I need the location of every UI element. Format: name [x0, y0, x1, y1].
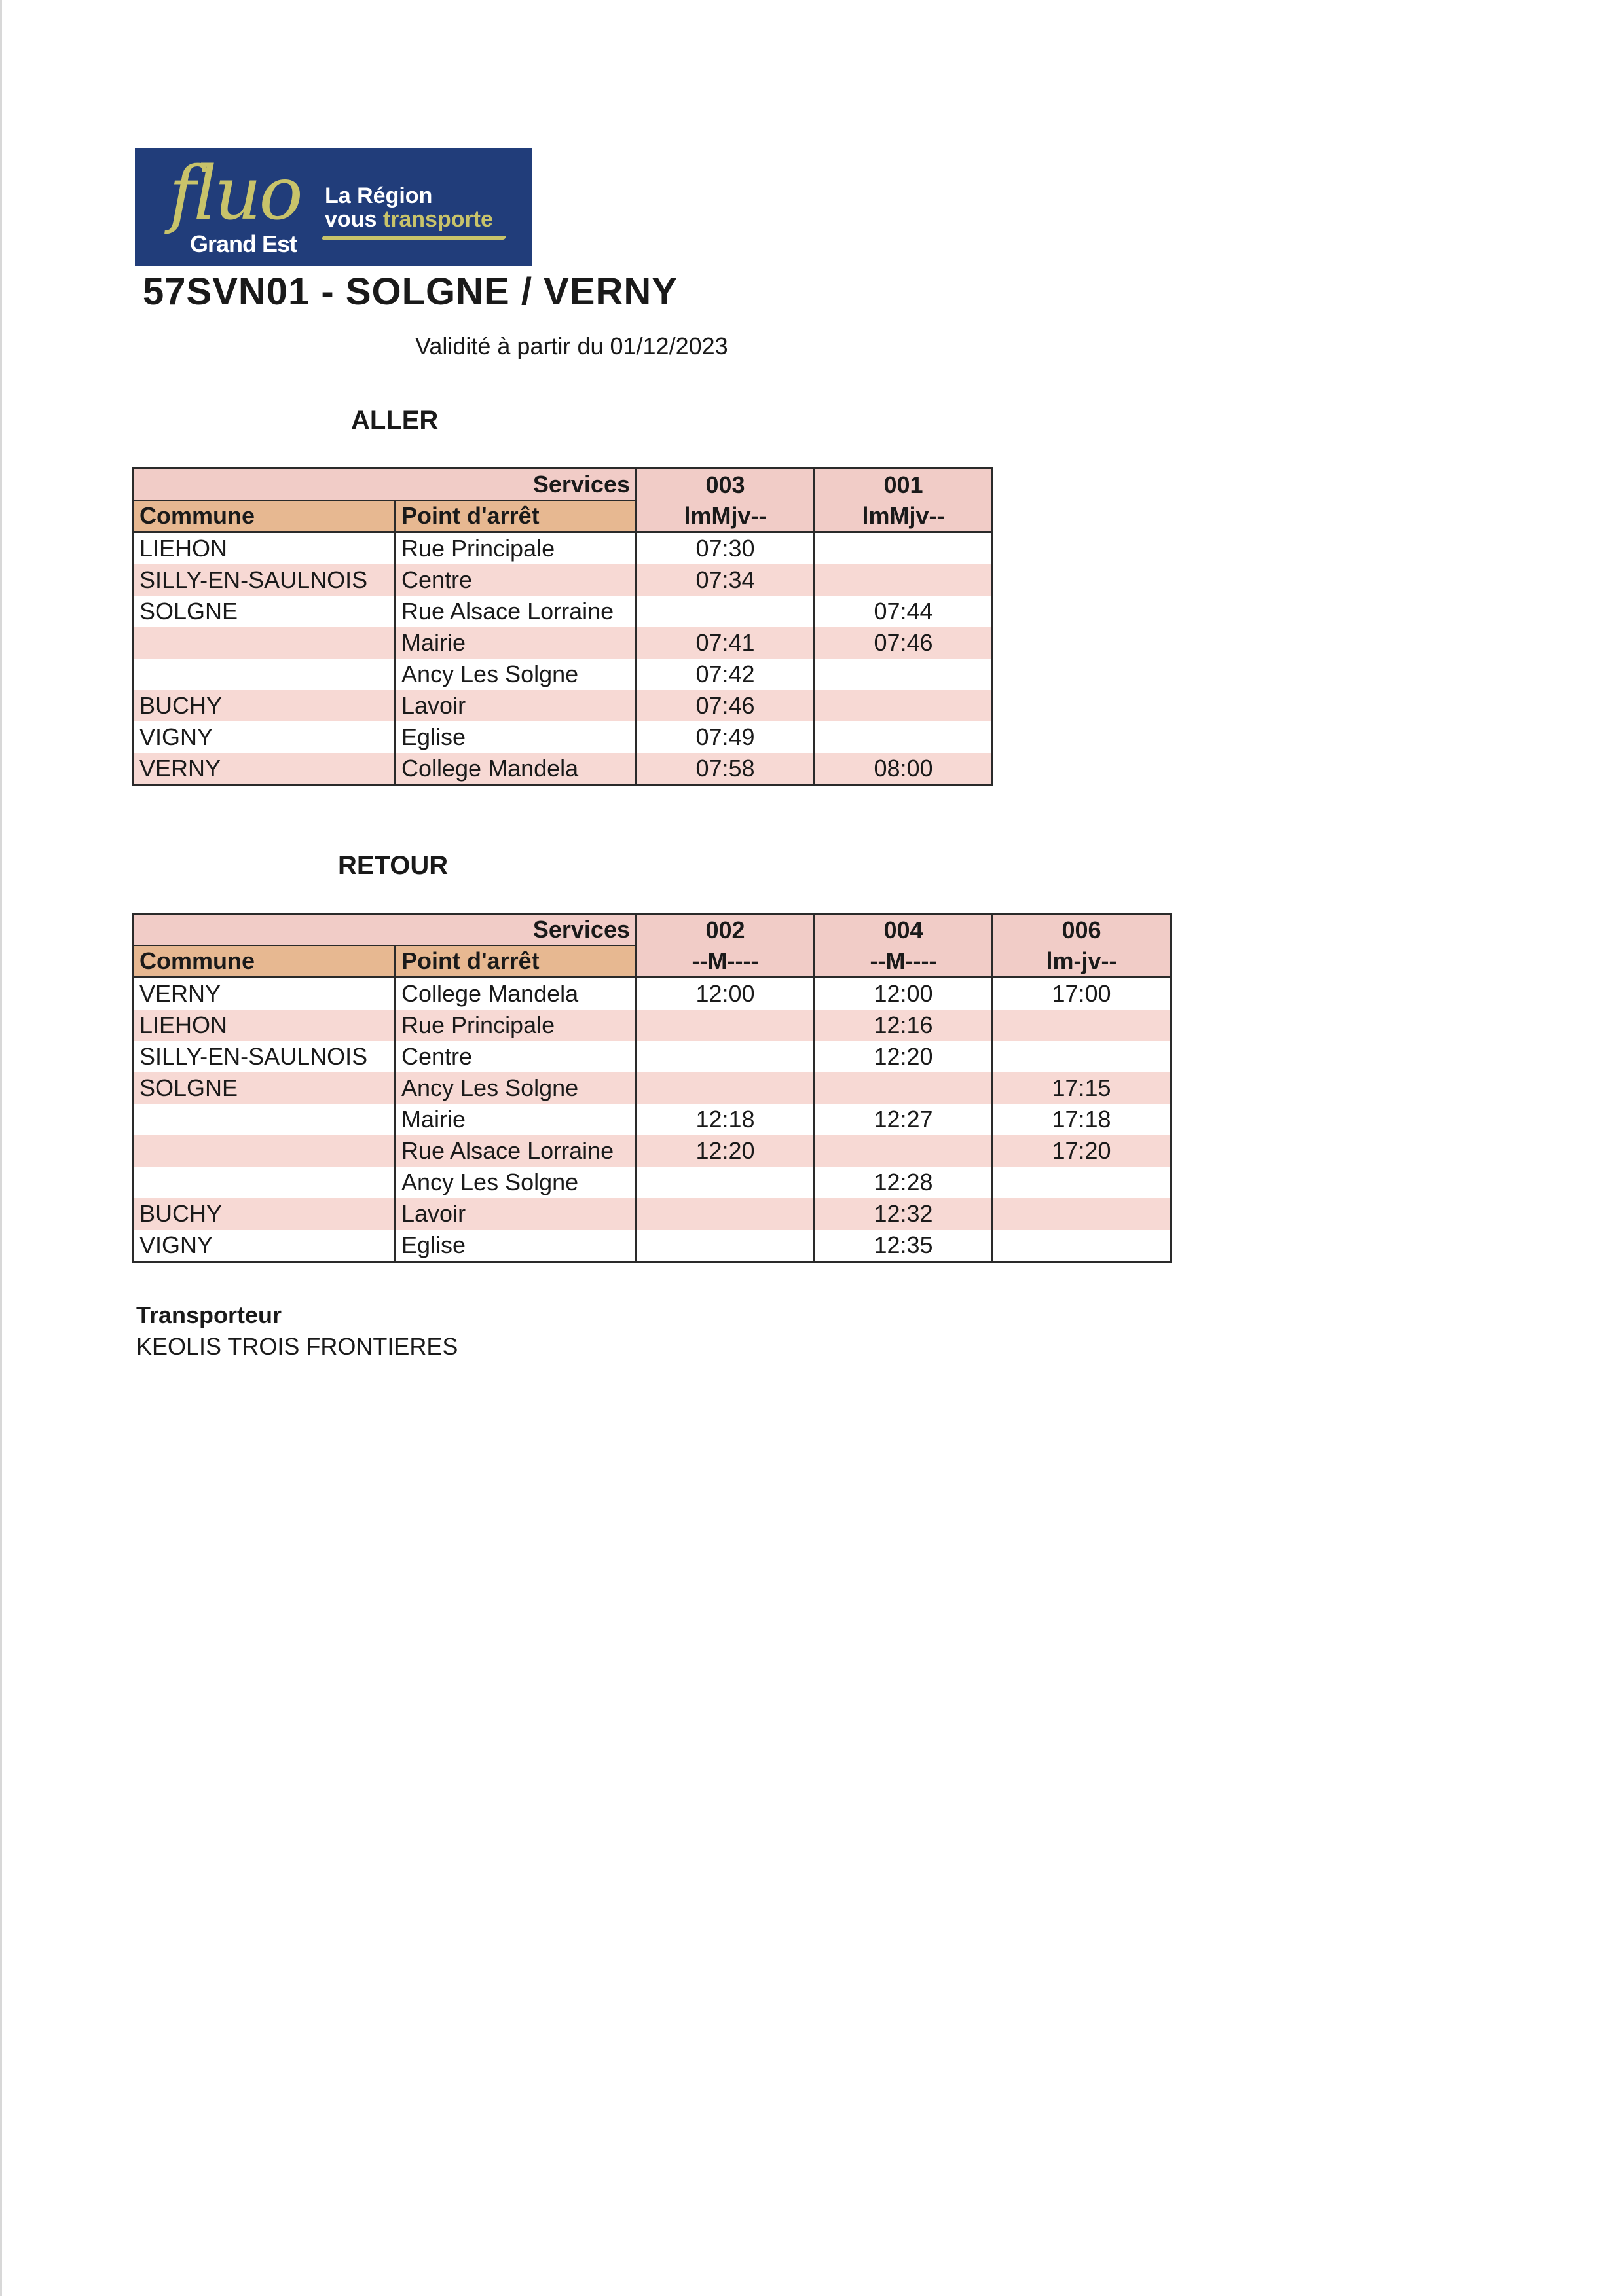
table-row [134, 690, 993, 721]
time-cell: 07:58 [637, 753, 815, 786]
table-row [134, 1072, 1171, 1104]
time-cell [637, 1198, 815, 1230]
time-cell [993, 1010, 1171, 1041]
stop-cell: Eglise [396, 721, 637, 753]
table-row [134, 596, 993, 627]
time-cell: 07:42 [637, 659, 815, 690]
service-number: 002 [637, 914, 815, 946]
commune-cell: LIEHON [134, 532, 396, 565]
time-cell: 17:18 [993, 1104, 1171, 1135]
services-label: Services [134, 469, 637, 501]
time-cell [815, 659, 993, 690]
commune-cell [134, 659, 396, 690]
commune-cell: VERNY [134, 977, 396, 1010]
time-cell: 07:30 [637, 532, 815, 565]
commune-cell [134, 1167, 396, 1198]
logo-tagline-2b: transporte [382, 207, 493, 232]
columns-header-row [134, 945, 1171, 977]
stop-cell: College Mandela [396, 977, 637, 1010]
stop-cell: Lavoir [396, 690, 637, 721]
service-days: lm-jv-- [993, 945, 1171, 977]
stop-cell: Ancy Les Solgne [396, 659, 637, 690]
commune-cell: VIGNY [134, 721, 396, 753]
table-row [134, 1198, 1171, 1230]
fluo-grand-est-logo [135, 148, 532, 266]
page-title: 57SVN01 - SOLGNE / VERNY [143, 270, 678, 313]
logo-brand: fluo [169, 151, 301, 236]
commune-cell: VERNY [134, 753, 396, 786]
time-cell: 12:00 [815, 977, 993, 1010]
service-days: --M---- [637, 945, 815, 977]
time-cell: 08:00 [815, 753, 993, 786]
stop-cell: Ancy Les Solgne [396, 1072, 637, 1104]
stop-cell: Ancy Les Solgne [396, 1167, 637, 1198]
validity-date: Validité à partir du 01/12/2023 [415, 333, 728, 359]
time-cell [815, 1135, 993, 1167]
time-cell [993, 1198, 1171, 1230]
table-row [134, 1167, 1171, 1198]
commune-cell: BUCHY [134, 1198, 396, 1230]
services-label: Services [134, 914, 637, 946]
commune-cell: VIGNY [134, 1230, 396, 1262]
service-days: --M---- [815, 945, 993, 977]
table-row [134, 1104, 1171, 1135]
time-cell: 07:46 [637, 690, 815, 721]
table-row [134, 532, 993, 565]
time-cell [815, 690, 993, 721]
time-cell [815, 564, 993, 596]
commune-cell: SOLGNE [134, 596, 396, 627]
service-days: lmMjv-- [815, 500, 993, 532]
logo-tagline-2a: vous [325, 207, 383, 232]
time-cell [815, 721, 993, 753]
service-number: 006 [993, 914, 1171, 946]
time-cell: 12:28 [815, 1167, 993, 1198]
time-cell [993, 1230, 1171, 1262]
commune-cell [134, 1135, 396, 1167]
stop-cell: Centre [396, 564, 637, 596]
retour-timetable [132, 913, 1172, 1263]
stop-cell: Rue Principale [396, 1010, 637, 1041]
commune-cell: SOLGNE [134, 1072, 396, 1104]
time-cell: 07:34 [637, 564, 815, 596]
time-cell [637, 1167, 815, 1198]
time-cell [815, 532, 993, 565]
time-cell [993, 1041, 1171, 1072]
service-number: 003 [637, 469, 815, 501]
time-cell: 17:15 [993, 1072, 1171, 1104]
point-column-header: Point d'arrêt [396, 945, 637, 977]
time-cell: 12:00 [637, 977, 815, 1010]
stop-cell: Mairie [396, 627, 637, 659]
stop-cell: Rue Alsace Lorraine [396, 596, 637, 627]
commune-cell: LIEHON [134, 1010, 396, 1041]
transporteur-label: Transporteur [136, 1302, 282, 1328]
transporteur-name: KEOLIS TROIS FRONTIERES [136, 1333, 458, 1360]
table-row [134, 977, 1171, 1010]
retour-heading: RETOUR [338, 851, 449, 880]
time-cell: 12:20 [637, 1135, 815, 1167]
commune-cell [134, 627, 396, 659]
stop-cell: College Mandela [396, 753, 637, 786]
commune-cell: SILLY-EN-SAULNOIS [134, 1041, 396, 1072]
stop-cell: Mairie [396, 1104, 637, 1135]
time-cell [637, 1010, 815, 1041]
time-cell: 12:18 [637, 1104, 815, 1135]
table-row [134, 1135, 1171, 1167]
time-cell: 07:41 [637, 627, 815, 659]
services-header-row [134, 469, 993, 501]
time-cell: 12:35 [815, 1230, 993, 1262]
table-row [134, 721, 993, 753]
table-row [134, 627, 993, 659]
service-number: 001 [815, 469, 993, 501]
time-cell [637, 596, 815, 627]
time-cell: 12:20 [815, 1041, 993, 1072]
table-row [134, 659, 993, 690]
table-row [134, 753, 993, 786]
commune-cell [134, 1104, 396, 1135]
time-cell [815, 1072, 993, 1104]
stop-cell: Rue Principale [396, 532, 637, 565]
time-cell [637, 1230, 815, 1262]
commune-column-header: Commune [134, 500, 396, 532]
time-cell: 17:00 [993, 977, 1171, 1010]
service-days: lmMjv-- [637, 500, 815, 532]
page-edge [0, 0, 2, 2296]
commune-cell: BUCHY [134, 690, 396, 721]
time-cell [637, 1041, 815, 1072]
table-row [134, 1041, 1171, 1072]
time-cell [993, 1167, 1171, 1198]
table-row [134, 564, 993, 596]
time-cell: 12:32 [815, 1198, 993, 1230]
table-row [134, 1010, 1171, 1041]
logo-tagline-1: La Région [325, 183, 433, 208]
time-cell [637, 1072, 815, 1104]
point-column-header: Point d'arrêt [396, 500, 637, 532]
time-cell: 12:16 [815, 1010, 993, 1041]
time-cell: 07:46 [815, 627, 993, 659]
logo-tagline-2 [325, 207, 493, 232]
time-cell: 12:27 [815, 1104, 993, 1135]
commune-column-header: Commune [134, 945, 396, 977]
services-header-row [134, 914, 1171, 946]
time-cell: 07:44 [815, 596, 993, 627]
table-row [134, 1230, 1171, 1262]
columns-header-row [134, 500, 993, 532]
service-number: 004 [815, 914, 993, 946]
stop-cell: Eglise [396, 1230, 637, 1262]
aller-heading: ALLER [351, 406, 439, 435]
logo-swoosh [322, 236, 506, 240]
logo-sub: Grand Est [190, 230, 297, 257]
time-cell: 17:20 [993, 1135, 1171, 1167]
aller-timetable [132, 467, 993, 786]
stop-cell: Centre [396, 1041, 637, 1072]
stop-cell: Lavoir [396, 1198, 637, 1230]
stop-cell: Rue Alsace Lorraine [396, 1135, 637, 1167]
time-cell: 07:49 [637, 721, 815, 753]
commune-cell: SILLY-EN-SAULNOIS [134, 564, 396, 596]
